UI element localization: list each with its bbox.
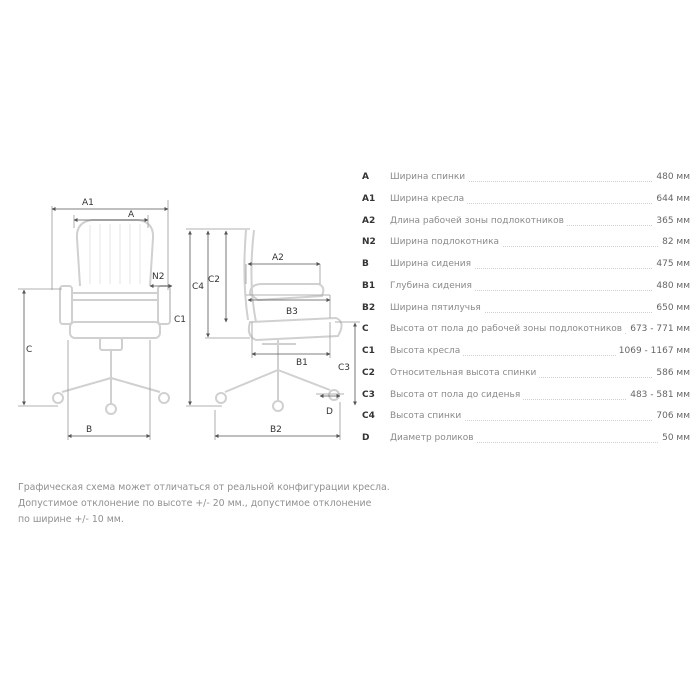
spec-label: Диаметр роликов	[390, 431, 477, 445]
spec-value: 644 мм	[653, 192, 690, 206]
spec-label: Ширина пятилучья	[390, 301, 484, 315]
dim-label-b3: B3	[286, 307, 298, 317]
dim-label-c2: C2	[208, 275, 221, 285]
spec-label: Высота от пола до рабочей зоны подлокотников	[390, 322, 625, 336]
spec-row	[362, 192, 692, 206]
dim-label-c3: C3	[338, 363, 351, 373]
spec-row	[362, 388, 692, 402]
spec-value: 50 мм	[659, 431, 690, 445]
spec-label: Высота спинки	[390, 409, 464, 423]
spec-value: 706 мм	[653, 409, 690, 423]
dim-label-b2: B2	[270, 425, 282, 435]
spec-row	[362, 170, 692, 184]
spec-label: Глубина сидения	[390, 279, 475, 293]
spec-value: 673 - 771 мм	[627, 322, 690, 336]
dim-label-c4: C4	[192, 282, 205, 292]
spec-row	[362, 257, 692, 271]
note-line: по ширине +/- 10 мм.	[18, 514, 124, 525]
spec-label: Относительная высота спинки	[390, 366, 539, 380]
spec-value: 480 мм	[653, 279, 690, 293]
note-line: Допустимое отклонение по высоте +/- 20 мм., допустимое отклонение	[18, 498, 372, 509]
spec-code: B1	[362, 280, 376, 291]
spec-row	[362, 366, 692, 380]
spec-row	[362, 214, 692, 228]
spec-row	[362, 344, 692, 358]
spec-row	[362, 235, 692, 249]
spec-label: Ширина кресла	[390, 192, 467, 206]
spec-code: A1	[362, 193, 376, 204]
dim-label-b1: B1	[296, 358, 308, 368]
spec-label: Ширина сидения	[390, 257, 474, 271]
spec-value: 1069 - 1167 мм	[616, 344, 690, 358]
spec-label: Ширина спинки	[390, 170, 468, 184]
spec-code: C	[362, 324, 369, 335]
spec-code: A	[362, 172, 369, 182]
spec-code: C2	[362, 367, 375, 378]
spec-label: Высота кресла	[390, 344, 463, 358]
dim-label-a1: A1	[82, 198, 94, 208]
spec-value: 365 мм	[653, 214, 690, 228]
spec-code: N2	[362, 237, 376, 248]
front-view-chair	[53, 220, 170, 414]
dim-label-d: D	[326, 407, 333, 417]
spec-code: C1	[362, 346, 375, 356]
spec-code: A2	[362, 215, 376, 226]
spec-label: Высота от пола до сиденья	[390, 388, 523, 402]
dim-label-a: A	[128, 210, 135, 220]
disclaimer-note	[18, 480, 390, 528]
spec-code: C3	[362, 389, 375, 400]
spec-code: D	[362, 433, 370, 443]
spec-value: 82 мм	[659, 235, 690, 249]
spec-value: 650 мм	[653, 301, 690, 315]
spec-value: 475 мм	[653, 257, 690, 271]
spec-label: Ширина подлокотника	[390, 235, 502, 249]
spec-code: B2	[362, 302, 376, 313]
spec-code: B	[362, 259, 369, 269]
spec-row	[362, 431, 692, 445]
spec-value: 586 мм	[653, 366, 690, 380]
dim-label-a2: A2	[272, 253, 284, 263]
dim-label-n2: N2	[152, 272, 165, 282]
spec-row	[362, 301, 692, 315]
spec-row	[362, 409, 692, 423]
spec-value: 480 мм	[653, 170, 690, 184]
spec-row	[362, 322, 692, 336]
note-line: Графическая схема может отличаться от реальной конфигурации кресла.	[18, 482, 390, 493]
dim-label-c1: C1	[174, 315, 187, 325]
spec-code: C4	[362, 411, 375, 422]
dim-label-c: C	[26, 345, 33, 355]
spec-label: Длина рабочей зоны подлокотников	[390, 214, 567, 228]
spec-row	[362, 279, 692, 293]
dim-label-b: B	[86, 425, 93, 435]
spec-value: 483 - 581 мм	[627, 388, 690, 402]
